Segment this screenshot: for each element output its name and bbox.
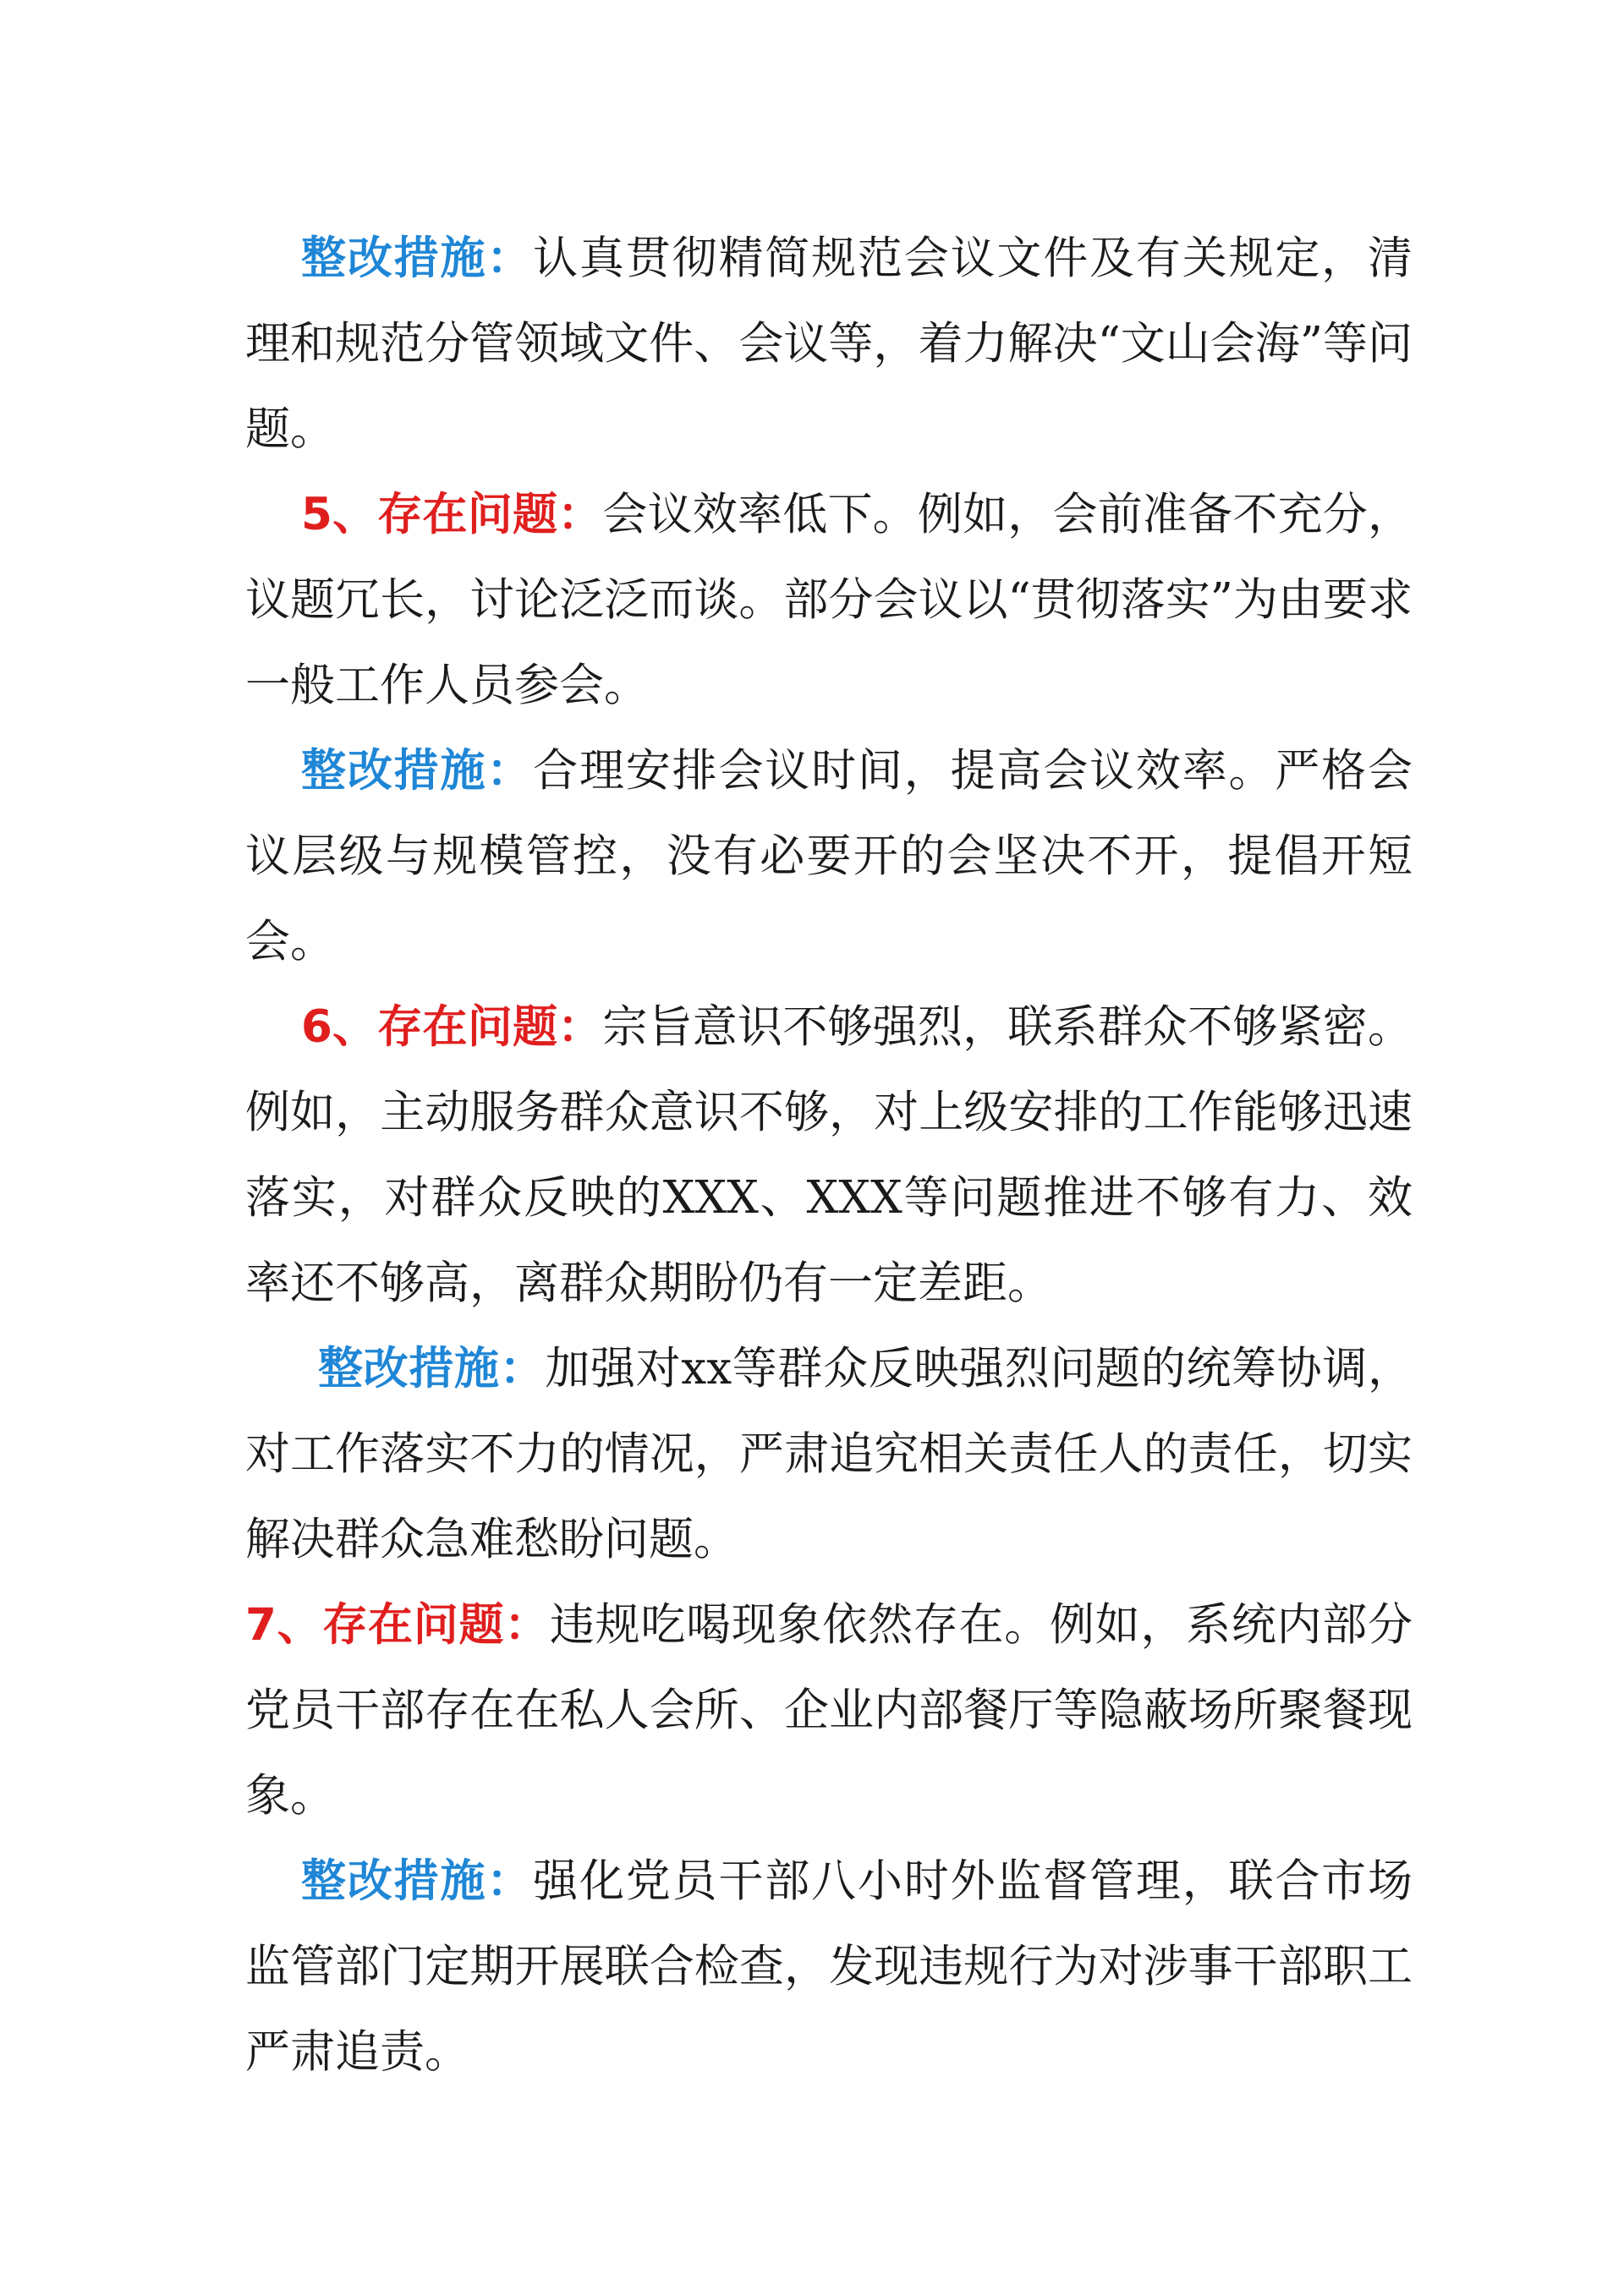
measure-paragraph-5 xyxy=(245,728,1413,984)
measure-label: 整改措施： xyxy=(301,745,534,797)
measure-paragraph-1 xyxy=(245,216,1413,472)
paragraph-text: 加强对xx等群众反映强烈问题的统筹协调，对工作落实不力的情况，严肃追究相关责任人的责任，切实解决群众急难愁盼问题。 xyxy=(245,1343,1413,1565)
measure-label: 整改措施： xyxy=(301,233,534,284)
problem-paragraph-7 xyxy=(245,1582,1413,1838)
paragraph-text: 会议效率低下。例如，会前准备不充分，议题冗长，讨论泛泛而谈。部分会议以“贯彻落实”为由要求一般工作人员参会。 xyxy=(245,489,1413,711)
problem-label: 5、存在问题： xyxy=(301,489,603,540)
paragraph-text: 宗旨意识不够强烈，联系群众不够紧密。例如，主动服务群众意识不够，对上级安排的工作能够迅速落实，对群众反映的XXX、XXX等问题推进不够有力、效率还不够高，离群众期盼仍有一定差距。 xyxy=(245,1001,1413,1309)
paragraph-text: 认真贯彻精简规范会议文件及有关规定，清理和规范分管领域文件、会议等，着力解决“文山会海”等问题。 xyxy=(245,233,1413,455)
measure-label: 整改措施： xyxy=(318,1343,546,1395)
problem-label: 6、存在问题： xyxy=(301,1001,603,1053)
problem-paragraph-6 xyxy=(245,984,1413,1326)
measure-paragraph-6 xyxy=(245,1326,1413,1582)
problem-paragraph-5 xyxy=(245,472,1413,728)
document-body xyxy=(245,216,1413,2095)
paragraph-text: 违规吃喝现象依然存在。例如，系统内部分党员干部存在在私人会所、企业内部餐厅等隐蔽场所聚餐现象。 xyxy=(245,1599,1413,1822)
paragraph-text: 强化党员干部八小时外监督管理，联合市场监管部门定期开展联合检查，发现违规行为对涉事干部职工严肃追责。 xyxy=(245,1855,1413,2078)
measure-label: 整改措施： xyxy=(301,1855,534,1907)
measure-paragraph-7 xyxy=(245,1838,1413,2095)
problem-label: 7、存在问题： xyxy=(245,1599,550,1651)
paragraph-text: 合理安排会议时间，提高会议效率。严格会议层级与规模管控，没有必要开的会坚决不开，提倡开短会。 xyxy=(245,745,1413,967)
